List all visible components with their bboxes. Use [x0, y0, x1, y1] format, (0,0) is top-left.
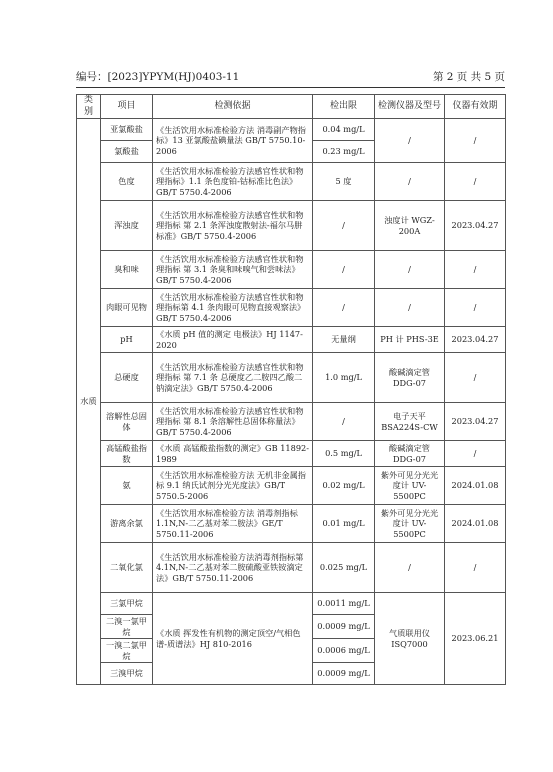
- item-cell: pH: [101, 327, 153, 353]
- item-cell: 三溴甲烷: [101, 663, 153, 685]
- table-row: [77, 403, 506, 441]
- validity-cell: 2023.04.27: [445, 327, 506, 353]
- limit-cell: 0.23 mg/L: [313, 141, 375, 163]
- basis-cell: 《水质 高锰酸盐指数的测定》GB 11892-1989: [153, 441, 313, 467]
- table-row: [77, 353, 506, 403]
- instrument-cell: 气质联用仪 ISQ7000: [375, 593, 445, 685]
- basis-cell: 《水质 挥发性有机物的测定顶空/气相色谱-质谱法》HJ 810-2016: [153, 593, 313, 685]
- instrument-cell: /: [375, 163, 445, 201]
- item-cell: 肉眼可见物: [101, 289, 153, 327]
- limit-cell: 5 度: [313, 163, 375, 201]
- validity-cell: 2024.01.08: [445, 467, 506, 505]
- limit-cell: /: [313, 289, 375, 327]
- instrument-cell: 酸碱滴定管 DDG-07: [375, 441, 445, 467]
- limit-cell: 0.02 mg/L: [313, 467, 375, 505]
- document-number: 编号：[2023]YPYM(HJ)0403-11: [76, 71, 240, 83]
- validity-cell: /: [445, 119, 506, 163]
- basis-cell: 《生活饮用水标准检验方法 无机非金属指标 9.1 纳氏试剂分光光度法》GB/T 5750.5-2006: [153, 467, 313, 505]
- limit-cell: 无量纲: [313, 327, 375, 353]
- basis-cell: 《生活饮用水标准检验方法消毒剂指标第 4.1N,N-二乙基对苯二胺硫酸亚铁铵滴定法》GB/T 5750.11-2006: [153, 543, 313, 593]
- validity-cell: 2023.04.27: [445, 201, 506, 251]
- basis-cell: 《水质 pH 值的测定 电极法》HJ 1147-2020: [153, 327, 313, 353]
- instrument-cell: 紫外可见分光光度计 UV-5500PC: [375, 505, 445, 543]
- instrument-cell: 酸碱滴定管 DDG-07: [375, 353, 445, 403]
- limit-cell: 1.0 mg/L: [313, 353, 375, 403]
- test-method-table: [76, 94, 506, 685]
- col-header-category: 类别: [77, 95, 101, 119]
- table-row: [77, 593, 506, 615]
- col-header-validity: 仪器有效期: [445, 95, 506, 119]
- instrument-cell: 电子天平 BSA224S-CW: [375, 403, 445, 441]
- instrument-cell: PH 计 PHS-3E: [375, 327, 445, 353]
- validity-cell: 2023.06.21: [445, 593, 506, 685]
- instrument-cell: /: [375, 543, 445, 593]
- validity-cell: /: [445, 289, 506, 327]
- validity-cell: 2023.04.27: [445, 403, 506, 441]
- validity-cell: /: [445, 543, 506, 593]
- item-cell: 一溴二氯甲烷: [101, 639, 153, 663]
- table-row: [77, 441, 506, 467]
- item-cell: 二氧化氯: [101, 543, 153, 593]
- limit-cell: 0.0006 mg/L: [313, 639, 375, 663]
- table-row: [77, 289, 506, 327]
- table-row: [77, 505, 506, 543]
- item-cell: 二溴一氯甲烷: [101, 615, 153, 639]
- basis-cell: 《生活饮用水标准检验方法 消毒副产物指标》13 亚氯酸盐碘量法 GB/T 5750.10-2006: [153, 119, 313, 163]
- validity-cell: /: [445, 353, 506, 403]
- page-header: [76, 66, 505, 88]
- page-number: 第 2 页 共 5 页: [432, 71, 505, 83]
- limit-cell: 0.0009 mg/L: [313, 663, 375, 685]
- limit-cell: /: [313, 251, 375, 289]
- table-row: [77, 543, 506, 593]
- table-row: [77, 251, 506, 289]
- col-header-item: 项目: [101, 95, 153, 119]
- limit-cell: /: [313, 201, 375, 251]
- basis-cell: 《生活饮用水标准检验方法 消毒剂指标 1.1N,N-二乙基对苯二胺法》GE/T 5750.11-2006: [153, 505, 313, 543]
- item-cell: 总硬度: [101, 353, 153, 403]
- limit-cell: 0.0009 mg/L: [313, 615, 375, 639]
- category-cell: 水质: [77, 119, 101, 685]
- validity-cell: /: [445, 251, 506, 289]
- limit-cell: 0.01 mg/L: [313, 505, 375, 543]
- limit-cell: 0.5 mg/L: [313, 441, 375, 467]
- item-cell: 高锰酸盐指数: [101, 441, 153, 467]
- limit-cell: 0.04 mg/L: [313, 119, 375, 141]
- item-cell: 氯酸盐: [101, 141, 153, 163]
- item-cell: 色度: [101, 163, 153, 201]
- instrument-cell: /: [375, 289, 445, 327]
- item-cell: 臭和味: [101, 251, 153, 289]
- table-row: [77, 201, 506, 251]
- table-header-row: [77, 95, 506, 119]
- limit-cell: 0.0011 mg/L: [313, 593, 375, 615]
- instrument-cell: 紫外可见分光光度计 UV-5500PC: [375, 467, 445, 505]
- table-row: [77, 327, 506, 353]
- table-row: [77, 119, 506, 141]
- item-cell: 三氯甲烷: [101, 593, 153, 615]
- validity-cell: /: [445, 163, 506, 201]
- item-cell: 氨: [101, 467, 153, 505]
- validity-cell: 2024.01.08: [445, 505, 506, 543]
- basis-cell: 《生活饮用水标准检验方法感官性状和物理指标 第 3.1 条臭和味嗅气和尝味法》GB/T 5750.4-2006: [153, 251, 313, 289]
- table-row: [77, 467, 506, 505]
- instrument-cell: /: [375, 251, 445, 289]
- instrument-cell: 浊度计 WGZ-200A: [375, 201, 445, 251]
- limit-cell: 0.025 mg/L: [313, 543, 375, 593]
- validity-cell: /: [445, 441, 506, 467]
- col-header-instrument: 检测仪器及型号: [375, 95, 445, 119]
- limit-cell: /: [313, 403, 375, 441]
- basis-cell: 《生活饮用水标准检验方法感官性状和物理指标第 4.1 条肉眼可见物直接观察法》GB/T 5750.4-2006: [153, 289, 313, 327]
- basis-cell: 《生活饮用水标准检验方法感官性状和物理指标 第 7.1 条 总硬度乙二胺四乙酸二钠滴定法》GB/T 5750.4-2006: [153, 353, 313, 403]
- instrument-cell: /: [375, 119, 445, 163]
- item-cell: 浑浊度: [101, 201, 153, 251]
- table-row: [77, 163, 506, 201]
- item-cell: 亚氯酸盐: [101, 119, 153, 141]
- basis-cell: 《生活饮用水标准检验方法感官性状和物理指标 第 8.1 条溶解性总固体称量法》GB/T 5750.4-2006: [153, 403, 313, 441]
- basis-cell: 《生活饮用水标准检验方法感官性状和物理指标》1.1 条色度铂-钴标准比色法》GB/T 5750.4-2006: [153, 163, 313, 201]
- col-header-basis: 检测依据: [153, 95, 313, 119]
- item-cell: 溶解性总固体: [101, 403, 153, 441]
- basis-cell: 《生活饮用水标准检验方法感官性状和物理指标 第 2.1 条浑浊度散射法-福尔马肼标准》GB/T 5750.4-2006: [153, 201, 313, 251]
- item-cell: 游离余氯: [101, 505, 153, 543]
- col-header-limit: 检出限: [313, 95, 375, 119]
